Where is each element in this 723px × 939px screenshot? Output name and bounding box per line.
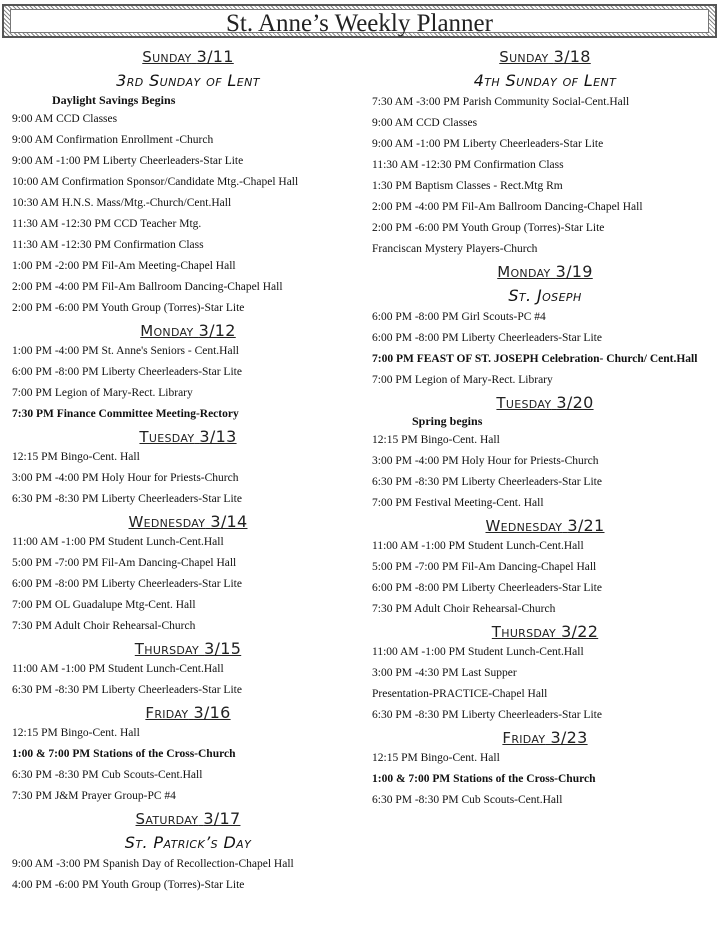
event-item: 6:30 PM -8:30 PM Cub Scouts-Cent.Hall: [372, 794, 563, 806]
day-heading: [12, 47, 364, 67]
event-item: 12:15 PM Bingo-Cent. Hall: [372, 434, 500, 446]
event-item: 7:00 PM FEAST OF ST. JOSEPH Celebration- Church/ Cent.Hall: [372, 353, 698, 365]
event-item: 7:00 PM Festival Meeting-Cent. Hall: [372, 497, 544, 509]
event-item: 6:00 PM -8:00 PM Girl Scouts-PC #4: [372, 311, 546, 323]
event-item: 12:15 PM Bingo-Cent. Hall: [372, 752, 500, 764]
feast-title: 3rd Sunday of Lent: [116, 71, 260, 90]
event-item: 1:00 & 7:00 PM Stations of the Cross-Church: [372, 773, 596, 785]
event-item: 4:00 PM -6:00 PM Youth Group (Torres)-Star Lite: [12, 879, 245, 891]
event-item: 12:15 PM Bingo-Cent. Hall: [12, 451, 140, 463]
event-item: 7:30 AM -3:00 PM Parish Community Social-Cent.Hall: [372, 96, 630, 108]
event-item: 5:00 PM -7:00 PM Fil-Am Dancing-Chapel Hall: [372, 561, 597, 573]
day-heading: [372, 622, 718, 642]
event-item: 9:00 AM -1:00 PM Liberty Cheerleaders-Star Lite: [12, 155, 244, 167]
feast-title: St. Patrick’s Day: [124, 833, 252, 852]
title-banner: [2, 4, 717, 38]
event-item: 7:30 PM Finance Committee Meeting-Rectory: [12, 408, 239, 420]
day-name: Sunday: [142, 48, 192, 66]
day-date: 3/18: [553, 47, 591, 66]
event-item: 7:30 PM J&M Prayer Group-PC #4: [12, 790, 176, 802]
day-heading: [372, 728, 718, 748]
day-section-monday: [372, 262, 718, 391]
event-item: 11:00 AM -1:00 PM Student Lunch-Cent.Hall: [12, 536, 224, 548]
event-item: 9:00 AM -1:00 PM Liberty Cheerleaders-Star Lite: [372, 138, 604, 150]
event-item: 2:00 PM -4:00 PM Fil-Am Ballroom Dancing-Chapel Hall: [12, 281, 283, 293]
event-item: Franciscan Mystery Players-Church: [372, 243, 538, 255]
day-date: 3/13: [199, 427, 237, 446]
day-note: Spring begins: [412, 414, 483, 428]
day-date: 3/22: [561, 622, 599, 641]
event-item: 11:30 AM -12:30 PM Confirmation Class: [12, 239, 204, 251]
day-heading: [12, 427, 364, 447]
day-section-wednesday: [372, 516, 718, 620]
day-name: Wednesday: [128, 513, 206, 531]
day-name: Monday: [497, 263, 551, 281]
event-item: 9:00 AM CCD Classes: [12, 113, 118, 125]
day-name: Thursday: [491, 623, 556, 641]
day-name: Thursday: [134, 640, 199, 658]
feast-title: St. Joseph: [508, 286, 582, 305]
day-section-tuesday: [372, 393, 718, 514]
page-title: St. Anne’s Weekly Planner: [226, 10, 493, 37]
day-heading: [12, 809, 364, 829]
day-name: Tuesday: [496, 394, 552, 412]
event-item: 7:00 PM Legion of Mary-Rect. Library: [12, 387, 193, 399]
event-item: 6:30 PM -8:30 PM Liberty Cheerleaders-Star Lite: [372, 476, 602, 488]
day-section-friday: [12, 703, 364, 807]
event-item: 6:00 PM -8:00 PM Liberty Cheerleaders-Star Lite: [372, 582, 602, 594]
event-item: 3:00 PM -4:30 PM Last Supper: [372, 667, 517, 679]
day-date: 3/21: [567, 516, 605, 535]
day-heading: [12, 321, 364, 341]
event-item: 3:00 PM -4:00 PM Holy Hour for Priests-Church: [372, 455, 599, 467]
event-item: 11:30 AM -12:30 PM CCD Teacher Mtg.: [12, 218, 202, 230]
event-item: 9:00 AM CCD Classes: [372, 117, 478, 129]
event-item: 6:00 PM -8:00 PM Liberty Cheerleaders-Star Lite: [12, 578, 242, 590]
feast-title: 4th Sunday of Lent: [473, 71, 617, 90]
event-item: 6:30 PM -8:30 PM Liberty Cheerleaders-Star Lite: [12, 493, 242, 505]
day-section-saturday: [12, 809, 364, 896]
title-frame: [10, 9, 709, 37]
event-item: 1:30 PM Baptism Classes - Rect.Mtg Rm: [372, 180, 563, 192]
day-section-thursday: [372, 622, 718, 726]
day-section-sunday: [372, 47, 718, 260]
day-section-monday: [12, 321, 364, 425]
event-item: 6:30 PM -8:30 PM Liberty Cheerleaders-Star Lite: [372, 709, 602, 721]
day-date: 3/15: [204, 639, 242, 658]
event-item: 12:15 PM Bingo-Cent. Hall: [12, 727, 140, 739]
event-item: 3:00 PM -4:00 PM Holy Hour for Priests-Church: [12, 472, 239, 484]
day-heading: [12, 639, 364, 659]
event-item: 6:00 PM -8:00 PM Liberty Cheerleaders-Star Lite: [12, 366, 242, 378]
day-date: 3/23: [550, 728, 588, 747]
event-item: Presentation-PRACTICE-Chapel Hall: [372, 688, 548, 700]
day-heading: [12, 512, 364, 532]
event-item: 11:00 AM -1:00 PM Student Lunch-Cent.Hall: [372, 540, 584, 552]
event-item: 9:00 AM Confirmation Enrollment -Church: [12, 134, 214, 146]
event-item: 1:00 PM -4:00 PM St. Anne's Seniors - Cent.Hall: [12, 345, 239, 357]
day-name: Monday: [140, 322, 194, 340]
day-name: Friday: [502, 729, 546, 747]
event-item: 1:00 & 7:00 PM Stations of the Cross-Church: [12, 748, 236, 760]
event-item: 7:00 PM OL Guadalupe Mtg-Cent. Hall: [12, 599, 196, 611]
day-date: 3/12: [198, 321, 236, 340]
day-heading: [372, 262, 718, 282]
event-item: 7:30 PM Adult Choir Rehearsal-Church: [372, 603, 556, 615]
event-item: 6:00 PM -8:00 PM Liberty Cheerleaders-Star Lite: [372, 332, 602, 344]
event-item: 11:00 AM -1:00 PM Student Lunch-Cent.Hall: [12, 663, 224, 675]
day-section-wednesday: [12, 512, 364, 637]
day-date: 3/19: [555, 262, 593, 281]
day-name: Tuesday: [139, 428, 195, 446]
day-name: Wednesday: [485, 517, 563, 535]
day-date: 3/16: [193, 703, 231, 722]
event-item: 2:00 PM -6:00 PM Youth Group (Torres)-Star Lite: [12, 302, 245, 314]
event-item: 2:00 PM -4:00 PM Fil-Am Ballroom Dancing-Chapel Hall: [372, 201, 643, 213]
event-item: 10:00 AM Confirmation Sponsor/Candidate Mtg.-Chapel Hall: [12, 176, 299, 188]
day-name: Saturday: [135, 810, 199, 828]
event-item: 11:30 AM -12:30 PM Confirmation Class: [372, 159, 564, 171]
event-item: 10:30 AM H.N.S. Mass/Mtg.-Church/Cent.Hall: [12, 197, 232, 209]
event-item: 11:00 AM -1:00 PM Student Lunch-Cent.Hall: [372, 646, 584, 658]
day-section-sunday: [12, 47, 364, 319]
event-item: 5:00 PM -7:00 PM Fil-Am Dancing-Chapel Hall: [12, 557, 237, 569]
event-item: 1:00 PM -2:00 PM Fil-Am Meeting-Chapel Hall: [12, 260, 236, 272]
event-item: 7:00 PM Legion of Mary-Rect. Library: [372, 374, 553, 386]
day-date: 3/17: [203, 809, 241, 828]
event-item: 9:00 AM -3:00 PM Spanish Day of Recollection-Chapel Hall: [12, 858, 294, 870]
event-item: 2:00 PM -6:00 PM Youth Group (Torres)-Star Lite: [372, 222, 605, 234]
day-heading: [12, 703, 364, 723]
day-date: 3/11: [196, 47, 234, 66]
day-name: Friday: [145, 704, 189, 722]
day-heading: [372, 516, 718, 536]
day-section-tuesday: [12, 427, 364, 510]
day-heading: [372, 393, 718, 413]
day-date: 3/20: [556, 393, 594, 412]
event-item: 7:30 PM Adult Choir Rehearsal-Church: [12, 620, 196, 632]
day-section-friday: [372, 728, 718, 811]
event-item: 6:30 PM -8:30 PM Cub Scouts-Cent.Hall: [12, 769, 203, 781]
left-column: [12, 45, 364, 896]
event-item: 6:30 PM -8:30 PM Liberty Cheerleaders-Star Lite: [12, 684, 242, 696]
day-note: Daylight Savings Begins: [52, 93, 176, 107]
right-column: [372, 45, 718, 811]
day-section-thursday: [12, 639, 364, 701]
day-date: 3/14: [210, 512, 248, 531]
day-heading: [372, 47, 718, 67]
day-name: Sunday: [499, 48, 549, 66]
